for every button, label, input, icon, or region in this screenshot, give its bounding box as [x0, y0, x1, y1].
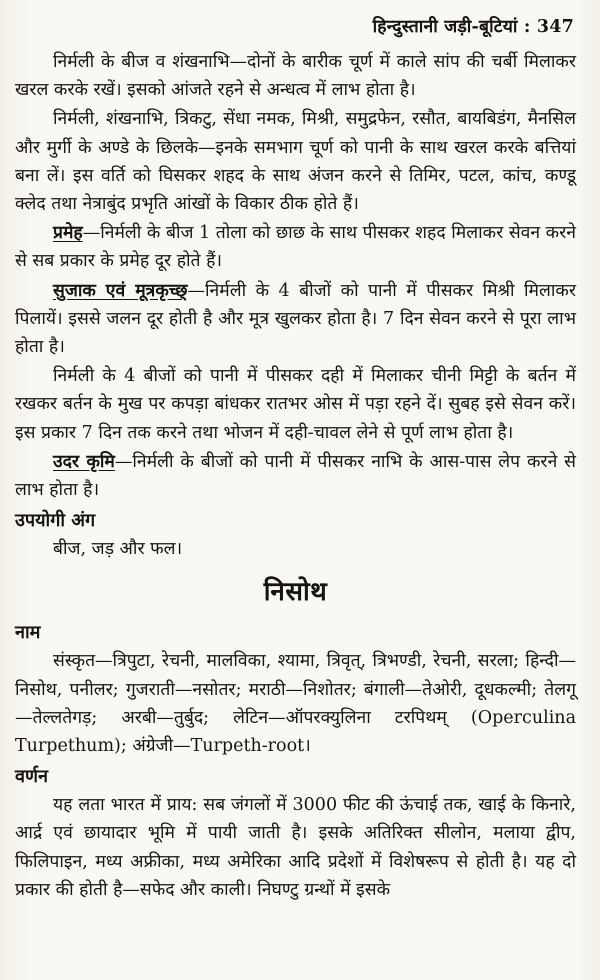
paragraph-naam [15, 647, 576, 760]
premeha-lead: प्रमेह [53, 223, 83, 244]
chapter-title-nisoth: निसोथ [263, 577, 328, 608]
heading-varnan: वर्णन [15, 766, 49, 788]
paragraph-text: —निर्मली के 4 बीजों को पानी में पीसकर मिश्री मिलाकर पिलायें। इससे जलन दूर होती है और मूत्र खुलकर होता है। 7 दिन सेवन करने से पूरा लाभ होता है। [15, 280, 577, 358]
paragraph-text: बीज, जड़ और फल। [53, 539, 183, 560]
paragraph-udar-krimi [15, 448, 576, 504]
udar-krimi-lead: उदर कृमि [53, 451, 115, 472]
paragraph-text: निर्मली के बीज व शंखनाभि—दोनों के बारीक चूर्ण में काले सांप की चर्बी मिलाकर खरल करके रखें। इसको आंजते रहने से अन्धत्व में लाभ होता है। [15, 52, 576, 101]
heading-useful-parts: उपयोगी अंग [15, 510, 96, 532]
paragraph-anjan-recipe [15, 105, 576, 218]
page-header [15, 14, 576, 40]
paragraph-text: संस्कृत—त्रिपुटा, रेचनी, मालविका, श्यामा, त्रिवृत्, त्रिभण्डी, रेचनी, सरला; हिन्दी—निसोथ, पनीलर; गुजराती—नसोतर; मराठी—निशोतर; बंगाली—तेओरी, दूधकल्मी; तेलगू—तेल्लतेगड़; अरबी—तुर्बुद; लेटिन—ऑपरक्युलिना टरपिथम् (Operculina Turpethum); अंग्रेजी—Turpeth-root। [15, 651, 576, 757]
heading-naam: नाम [15, 622, 41, 644]
paragraph-text: —निर्मली के बीज 1 तोला को छाछ के साथ पीसकर शहद मिलाकर सेवन करने से सब प्रकार के प्रमेह दूर होते हैं। [15, 223, 576, 272]
paragraph-sujak [15, 277, 576, 362]
paragraph-varnan [15, 791, 576, 904]
paragraph-text: —निर्मली के बीजों को पानी में पीसकर नाभि के आस-पास लेप करने से लाभ होता है। [15, 451, 576, 501]
paragraph-dahi-remedy [15, 362, 576, 447]
paragraph-text: यह लता भारत में प्राय: सब जंगलों में 3000 फीट की ऊंचाई तक, खाई के किनारे, आर्द्र एवं छायादार भूमि में पायी जाती है। इसके अतिरिक्त सीलोन, मलाया द्वीप, फिलिपाइन, मध्य अफ्रीका, मध्य अमेरिका आदि प्रदेशों में विशेषरूप से होती है। यह दो प्रकार की होती है—सफेद और काली। निघण्टु ग्रन्थों में इसके [15, 795, 576, 900]
paragraph-nirmali-churn [15, 48, 576, 104]
paragraph-text: निर्मली के 4 बीजों को पानी में पीसकर दही में मिलाकर चीनी मिट्टी के बर्तन में रखकर बर्तन के मुख पर कपड़ा बांधकर रातभर ओस में पड़ा रहने दें। सुबह इसे सेवन करें। इस प्रकार 7 दिन तक करने तथा भोजन में दही-चावल लेने से पूर्ण लाभ होता है। [15, 366, 576, 443]
sujak-lead: सुजाक एवं मूत्रकृच्छ् [53, 280, 188, 301]
paragraph-text: निर्मली, शंखनाभि, त्रिकटु, सेंधा नमक, मिश्री, समुद्रफेन, रसौत, बायबिडंग, मैनसिल और मुर्गी के अण्डे के छिलके—इनके समभाग चूर्ण को पानी के साथ खरल करके बत्तियां बना लें। इस वर्ति को घिसकर शहद के साथ अंजन करने से तिमिर, पटल, कांच, कण्डू क्लेद तथा नेत्राबुंद प्रभृति आंखों के विकार ठीक होते हैं। [15, 109, 576, 215]
paragraph-premeha [15, 219, 576, 275]
running-title: हिन्दुस्तानी जड़ी-बूटियां : 347 [372, 17, 574, 37]
paragraph-useful-parts [15, 535, 576, 563]
